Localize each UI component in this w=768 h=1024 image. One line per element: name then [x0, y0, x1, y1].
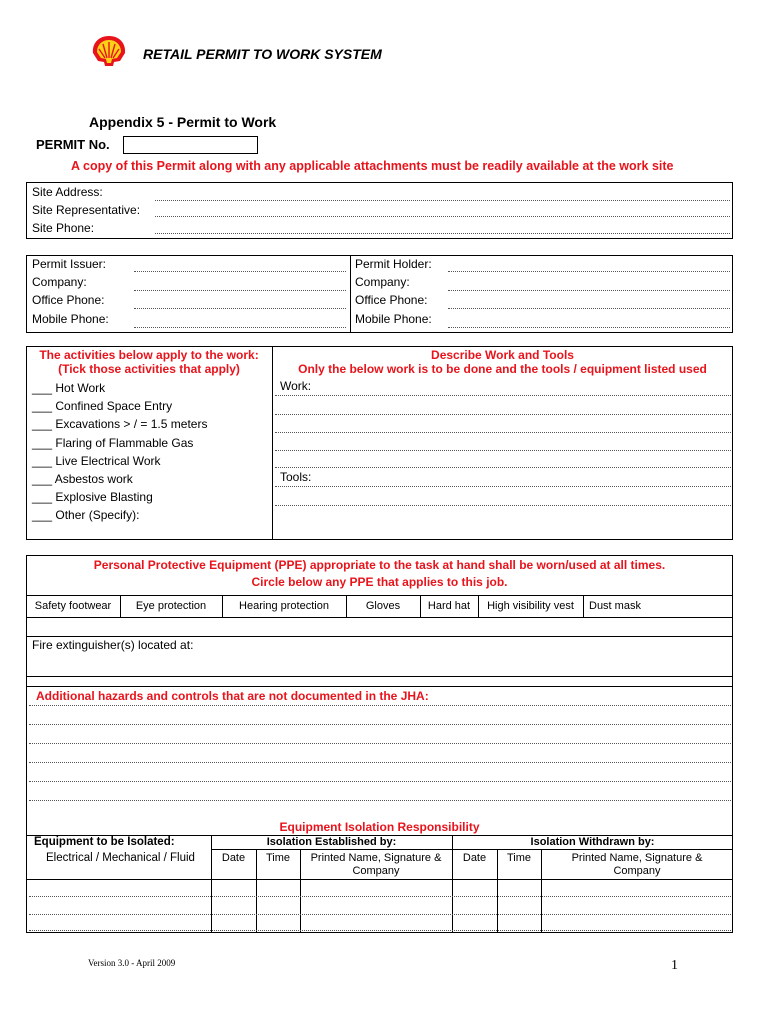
activity-tick-blank[interactable]: ___: [32, 472, 53, 487]
activity-tick-blank[interactable]: ___: [32, 399, 53, 414]
equipment-isolated-label: Equipment to be Isolated:: [34, 836, 175, 848]
withdrawn-time-header: Time: [506, 852, 532, 864]
issuer-office-phone-label: Office Phone:: [32, 293, 105, 307]
activity-label: Hot Work: [55, 381, 106, 395]
hazards-line[interactable]: [29, 705, 731, 706]
activity-label: Other (Specify):: [55, 508, 140, 523]
activity-item[interactable]: [32, 488, 207, 506]
withdrawn-date-header: Date: [462, 852, 487, 864]
holder-office-phone-field[interactable]: [448, 308, 730, 309]
activity-label: Live Electrical Work: [55, 453, 161, 468]
withdrawn-name-header: Printed Name, Signature & Company: [571, 852, 703, 877]
page-number: 1: [671, 958, 678, 973]
hazards-line[interactable]: [29, 724, 731, 725]
issuer-office-phone-field[interactable]: [134, 308, 346, 309]
hazards-line[interactable]: [29, 762, 731, 763]
isolation-established-label: Isolation Established by:: [266, 836, 397, 848]
system-title: RETAIL PERMIT TO WORK SYSTEM: [143, 46, 382, 62]
isolation-withdrawn-label: Isolation Withdrawn by:: [530, 836, 655, 848]
issuer-company-label: Company:: [32, 275, 87, 289]
issuer-company-field[interactable]: [134, 290, 346, 291]
permit-notice: A copy of this Permit along with any applicable attachments must be readily available at the work site: [71, 159, 674, 173]
activity-label: Confined Space Entry: [55, 399, 173, 414]
hazards-line[interactable]: [29, 781, 731, 782]
site-address-field[interactable]: [155, 200, 730, 201]
issuer-name-field[interactable]: [134, 271, 346, 272]
fire-row-bottom: [26, 676, 733, 677]
version-text: Version 3.0 - April 2009: [88, 958, 176, 968]
iso-subheader-line: [211, 849, 733, 850]
ppe-safety-footwear[interactable]: Safety footwear: [34, 600, 112, 612]
ppe-cell-divider: [583, 595, 584, 617]
hazards-row-top: [26, 686, 733, 687]
ppe-row-top: [26, 595, 733, 596]
tools-line[interactable]: [275, 486, 731, 487]
hazards-heading: Additional hazards and controls that are not documented in the JHA:: [36, 689, 429, 703]
site-phone-label: Site Phone:: [32, 221, 95, 235]
activity-item[interactable]: [32, 470, 207, 488]
holder-mobile-phone-field[interactable]: [448, 327, 730, 328]
activities-list: [32, 379, 207, 525]
tools-label: Tools:: [280, 470, 312, 484]
activity-label: Excavations > / = 1.5 meters: [55, 417, 208, 432]
activity-item[interactable]: [32, 415, 207, 433]
isolation-row[interactable]: [29, 914, 731, 915]
activity-item[interactable]: [32, 506, 207, 524]
ppe-gloves[interactable]: Gloves: [365, 600, 401, 612]
fire-row-top: [26, 636, 733, 637]
activity-label: Explosive Blasting: [55, 490, 153, 505]
ppe-heading: [26, 557, 733, 591]
activity-item[interactable]: [32, 397, 207, 415]
holder-office-phone-label: Office Phone:: [355, 293, 428, 307]
activity-item[interactable]: [32, 452, 207, 470]
holder-company-field[interactable]: [448, 290, 730, 291]
established-name-header: Printed Name, Signature & Company: [310, 852, 442, 877]
work-line[interactable]: [275, 432, 731, 433]
ppe-high-visibility-vest[interactable]: High visibility vest: [487, 600, 574, 612]
work-tools-heading-line1: Describe Work and Tools: [431, 348, 574, 362]
ppe-dust-mask[interactable]: Dust mask: [589, 600, 641, 612]
hazards-line[interactable]: [29, 743, 731, 744]
work-line[interactable]: [275, 395, 731, 396]
ppe-row-bottom: [26, 617, 733, 618]
hazards-line[interactable]: [29, 800, 731, 801]
site-representative-field[interactable]: [155, 216, 730, 217]
activity-tick-blank[interactable]: ___: [32, 417, 53, 432]
activity-tick-blank[interactable]: ___: [32, 381, 53, 395]
ppe-hard-hat[interactable]: Hard hat: [427, 600, 471, 612]
activity-tick-blank[interactable]: ___: [32, 453, 53, 468]
activity-label: Flaring of Flammable Gas: [55, 435, 194, 450]
permit-no-label: PERMIT No.: [36, 137, 110, 152]
isolation-heading: Equipment Isolation Responsibility: [279, 820, 480, 834]
established-time-header: Time: [265, 852, 291, 864]
holder-company-label: Company:: [355, 275, 410, 289]
work-line[interactable]: [275, 414, 731, 415]
work-line[interactable]: [275, 467, 731, 468]
site-address-label: Site Address:: [32, 185, 103, 199]
ppe-eye-protection[interactable]: Eye protection: [135, 600, 207, 612]
fire-extinguisher-label: Fire extinguisher(s) located at:: [32, 638, 194, 652]
appendix-title: Appendix 5 - Permit to Work: [89, 114, 277, 130]
established-date-header: Date: [221, 852, 246, 864]
site-phone-field[interactable]: [155, 233, 730, 234]
issuer-mobile-phone-field[interactable]: [134, 327, 346, 328]
tools-line[interactable]: [275, 505, 731, 506]
activities-heading-line2: (Tick those activities that apply): [58, 362, 240, 376]
activities-heading-line1: The activities below apply to the work:: [39, 348, 259, 362]
work-line[interactable]: [275, 450, 731, 451]
work-tools-heading-line2: Only the below work is to be done and the tools / equipment listed used: [298, 362, 707, 376]
permit-issuer-label: Permit Issuer:: [32, 257, 107, 271]
ppe-heading-line1: Personal Protective Equipment (PPE) appropriate to the task at hand shall be worn/used at all times.: [93, 558, 666, 572]
permit-no-field[interactable]: [123, 136, 258, 154]
ppe-hearing-protection[interactable]: Hearing protection: [239, 600, 329, 612]
activity-item[interactable]: [32, 434, 207, 452]
equipment-isolated-sub: Electrical / Mechanical / Fluid: [46, 852, 195, 864]
activities-heading: [26, 348, 272, 376]
work-label: Work:: [280, 379, 312, 393]
permit-holder-label: Permit Holder:: [355, 257, 432, 271]
issuer-mobile-phone-label: Mobile Phone:: [32, 312, 109, 326]
isolation-row[interactable]: [29, 930, 731, 931]
activity-tick-blank[interactable]: ___: [32, 508, 53, 523]
activity-label: Asbestos work: [54, 472, 133, 487]
isolation-row[interactable]: [29, 896, 731, 897]
work-tools-heading: [272, 348, 733, 376]
activity-tick-blank[interactable]: ___: [32, 435, 53, 450]
holder-name-field[interactable]: [448, 271, 730, 272]
ppe-heading-line2: Circle below any PPE that applies to this job.: [251, 575, 508, 589]
holder-mobile-phone-label: Mobile Phone:: [355, 312, 432, 326]
activity-tick-blank[interactable]: ___: [32, 490, 53, 505]
shell-logo-icon: [90, 34, 128, 68]
site-representative-label: Site Representative:: [32, 203, 141, 217]
issuer-holder-divider: [350, 255, 351, 333]
activity-item[interactable]: [32, 379, 207, 397]
iso-header-bottom: [26, 879, 733, 880]
